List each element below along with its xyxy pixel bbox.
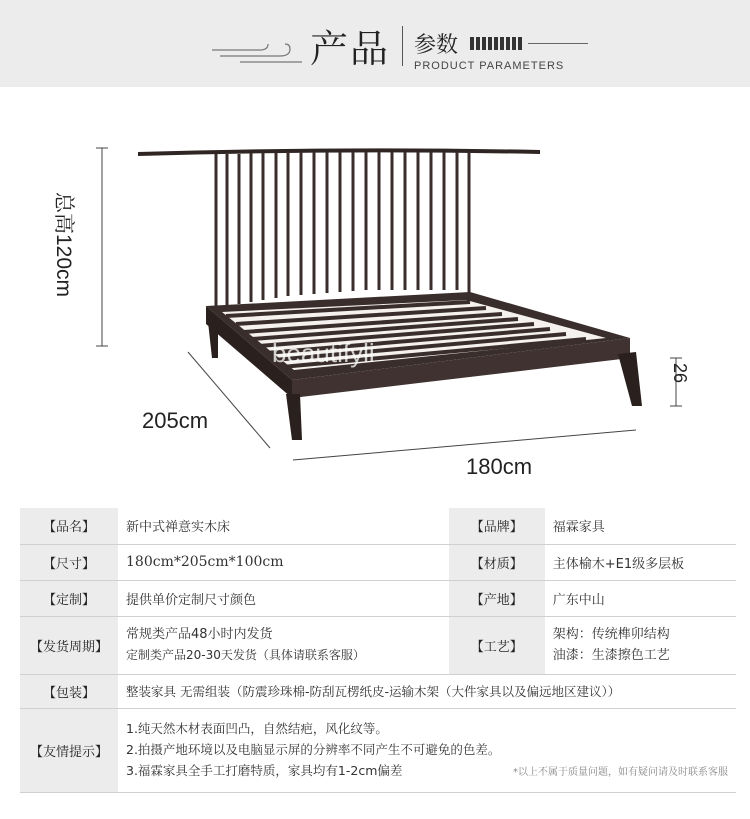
material-value: 主体榆木+E1级多层板 bbox=[545, 544, 736, 580]
cloud-decoration-icon bbox=[210, 40, 305, 66]
table-row bbox=[20, 708, 736, 792]
header-banner bbox=[0, 0, 750, 87]
brand-label: 【品牌】 bbox=[449, 508, 545, 544]
header-line-decoration bbox=[528, 43, 588, 44]
stripes-decoration-icon bbox=[470, 37, 522, 50]
tips-line-3: 3.福霖家具全手工打磨特质，家具均有1-2cm偏差 bbox=[126, 762, 403, 778]
tips-label: 【友情提示】 bbox=[20, 708, 118, 792]
table-row bbox=[20, 508, 736, 544]
table-row bbox=[20, 544, 736, 580]
package-label: 【包装】 bbox=[20, 674, 118, 708]
tips-line-3-wrapper bbox=[126, 760, 728, 781]
craft-label: 【工艺】 bbox=[449, 616, 545, 674]
header-subtitle-en: PRODUCT PARAMETERS bbox=[414, 60, 565, 72]
material-label: 【材质】 bbox=[449, 544, 545, 580]
table-row bbox=[20, 580, 736, 616]
shipping-value bbox=[118, 616, 449, 674]
shipping-label: 【发货周期】 bbox=[20, 616, 118, 674]
name-value: 新中式禅意实木床 bbox=[118, 508, 449, 544]
height-dimension-label: 总高120cm bbox=[52, 192, 75, 298]
size-value: 180cm*205cm*100cm bbox=[118, 544, 449, 580]
tips-line-2: 2.拍摄产地环境以及电脑显示屏的分辨率不同产生不可避免的色差。 bbox=[126, 741, 501, 757]
craft-line-1: 架构：传统榫卯结构 bbox=[552, 627, 670, 642]
craft-line-2: 油漆：生漆擦色工艺 bbox=[552, 648, 670, 663]
table-row bbox=[20, 674, 736, 708]
origin-label: 【产地】 bbox=[449, 580, 545, 616]
origin-value: 广东中山 bbox=[545, 580, 736, 616]
tips-line-1: 1.纯天然木材表面凹凸，自然结疤，风化纹等。 bbox=[126, 720, 388, 736]
custom-value: 提供单价定制尺寸颜色 bbox=[118, 580, 449, 616]
leg-height-dimension-label: 26 bbox=[670, 363, 690, 384]
header-divider bbox=[402, 26, 403, 66]
package-value: 整装家具 无需组装（防震珍珠棉-防刮瓦楞纸皮-运输木架（大件家具以及偏远地区建议）） bbox=[118, 674, 736, 708]
parameters-table bbox=[20, 508, 736, 793]
brand-value: 福霖家具 bbox=[545, 508, 736, 544]
shipping-line-1: 常规类产品48小时内发货 bbox=[126, 627, 273, 642]
page-title: 产品 bbox=[310, 27, 391, 71]
watermark-text: beautifyli bbox=[272, 338, 375, 368]
table-row bbox=[20, 616, 736, 674]
tips-note: *以上不属于质量问题，如有疑问请及时联系客服 bbox=[513, 766, 728, 778]
shipping-line-2: 定制类产品20-30天发货（具体请联系客服） bbox=[126, 648, 365, 662]
header-subtitle-cn: 参数 bbox=[414, 33, 459, 58]
tips-value bbox=[118, 708, 736, 792]
depth-dimension-label: 205cm bbox=[142, 408, 209, 433]
craft-value bbox=[545, 616, 736, 674]
bed-illustration bbox=[0, 88, 750, 498]
name-label: 【品名】 bbox=[20, 508, 118, 544]
custom-label: 【定制】 bbox=[20, 580, 118, 616]
size-label: 【尺寸】 bbox=[20, 544, 118, 580]
width-dimension-label: 180cm bbox=[466, 454, 533, 479]
product-drawing bbox=[0, 88, 750, 498]
